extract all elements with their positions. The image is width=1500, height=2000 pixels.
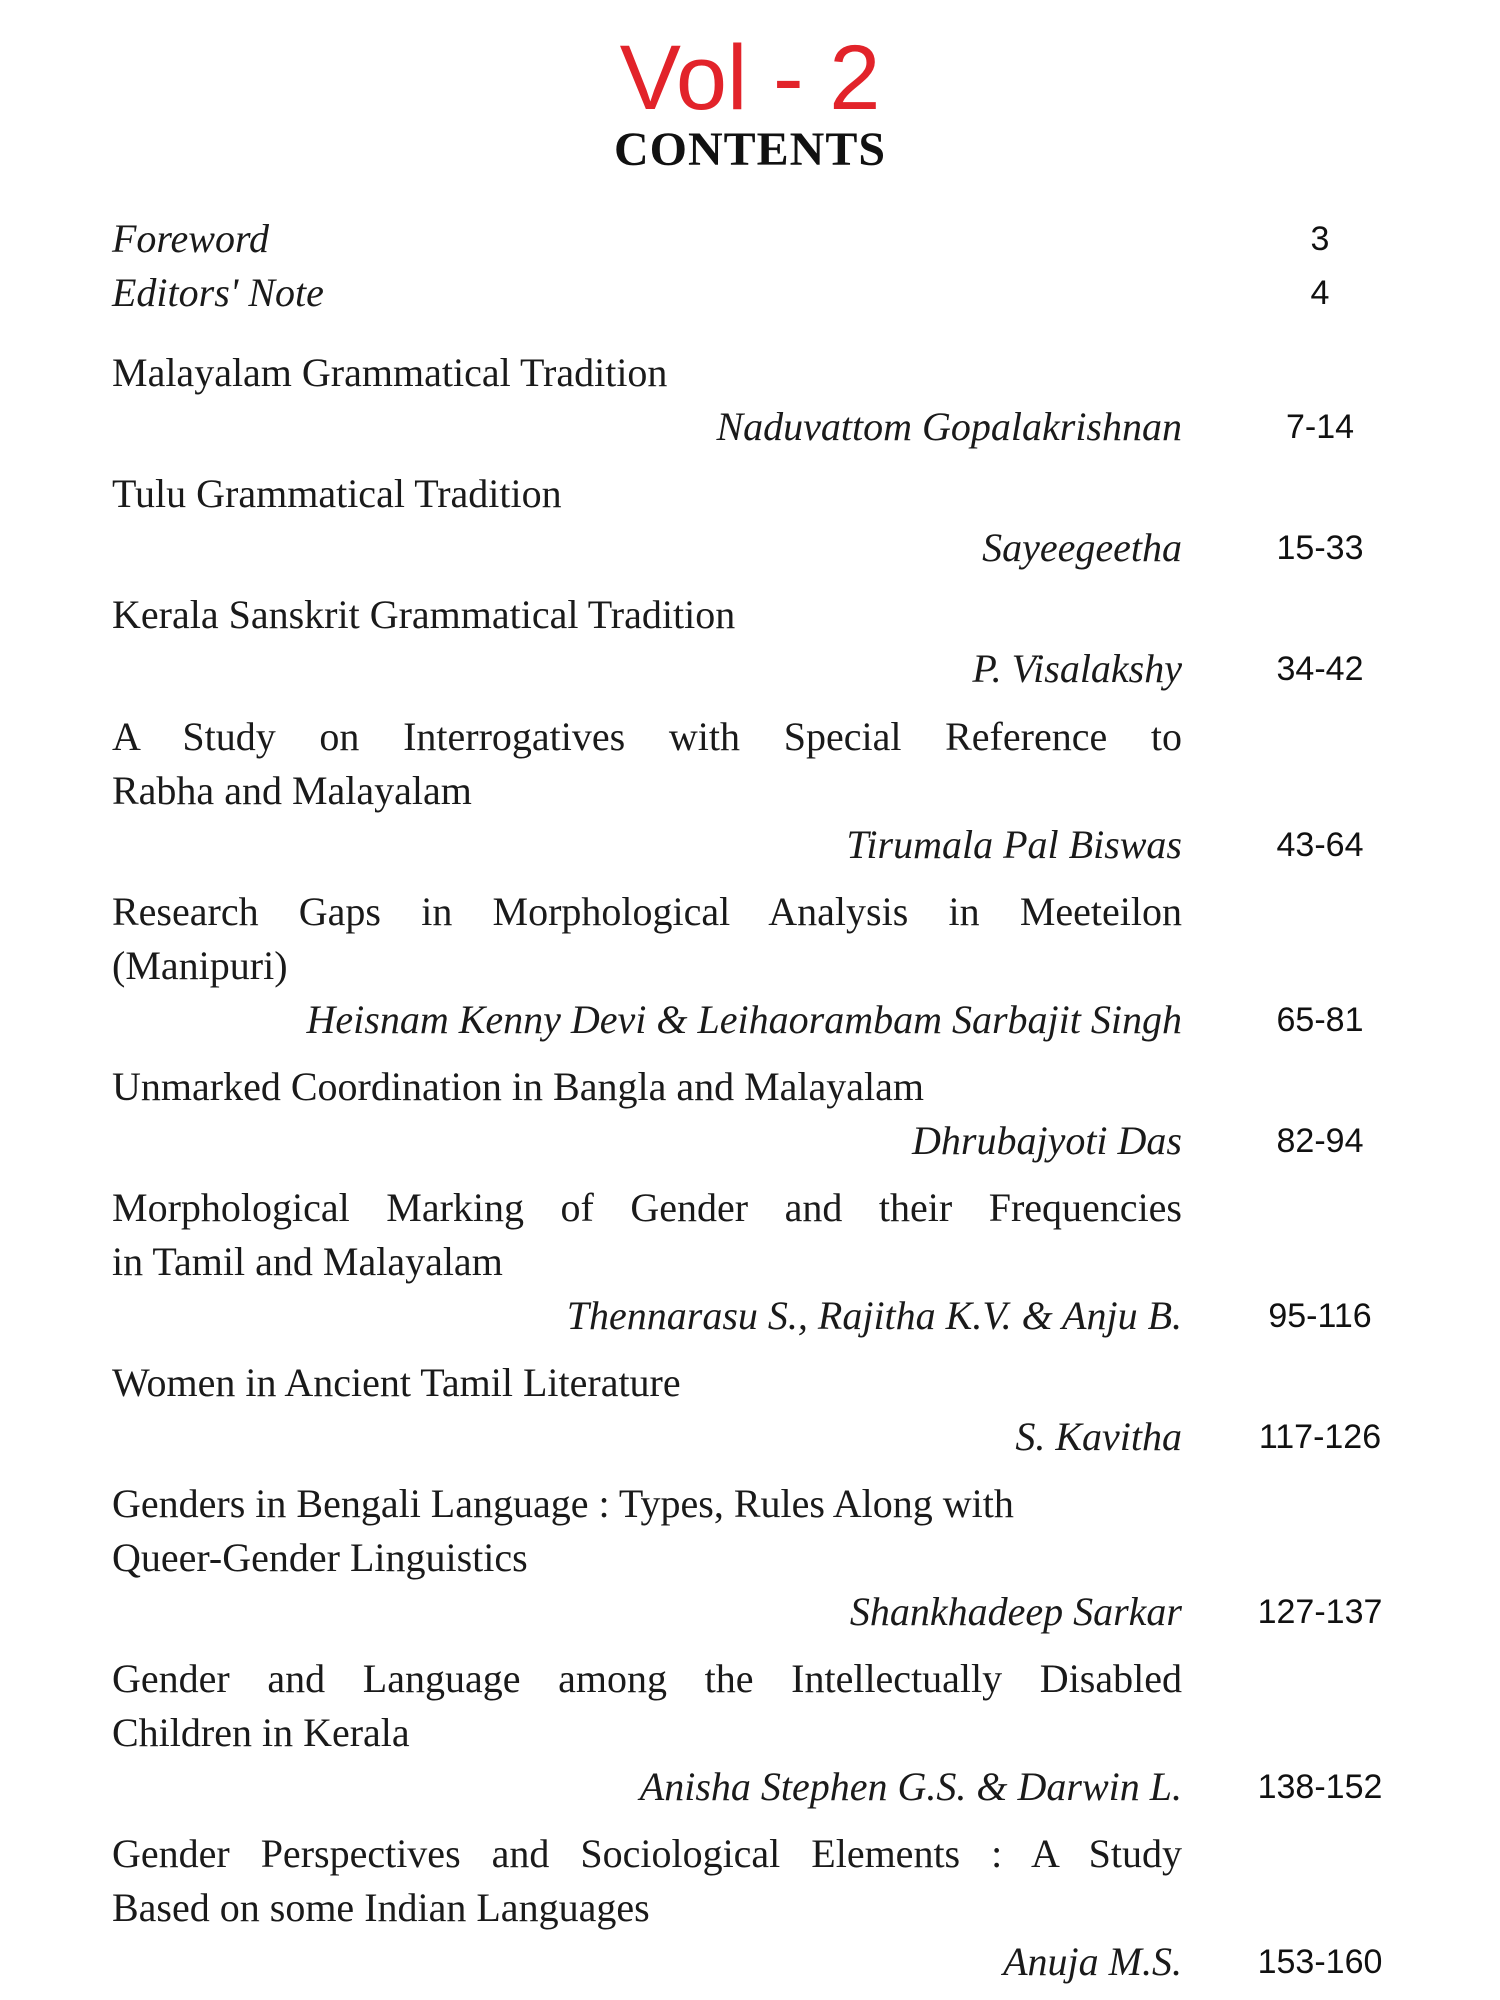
- page-title: CONTENTS: [613, 123, 887, 176]
- entry-pages: 65-81: [1276, 1001, 1364, 1039]
- entry-title: Malayalam Grammatical Tradition: [112, 350, 668, 395]
- entry-author: Thennarasu S., Rajitha K.V. & Anju B.: [566, 1293, 1182, 1338]
- entry-title: Unmarked Coordination in Bangla and Malayalam: [112, 1064, 925, 1109]
- entry-pages: 153-160: [1257, 1943, 1383, 1981]
- entry-title: Morphological Marking of Gender and their Frequencies: [112, 1185, 1182, 1230]
- entry-author: Dhrubajyoti Das: [912, 1118, 1182, 1163]
- entry-title-continued: Rabha and Malayalam: [112, 768, 472, 813]
- entry-title: Gender and Language among the Intellectually Disabled: [112, 1656, 1182, 1701]
- entry-title: Research Gaps in Morphological Analysis in Meeteilon: [112, 889, 1182, 934]
- volume-label: Vol - 2: [619, 27, 881, 129]
- entry-author: Naduvattom Gopalakrishnan: [716, 404, 1182, 449]
- front-matter-editors-note: Editors' Note: [112, 270, 324, 315]
- entry-title: Gender Perspectives and Sociological Elements : A Study: [112, 1831, 1182, 1876]
- entry-title: Women in Ancient Tamil Literature: [112, 1360, 681, 1405]
- front-matter-foreword-page: 3: [1310, 220, 1330, 258]
- entry-pages: 7-14: [1285, 408, 1355, 446]
- entry-pages: 43-64: [1276, 826, 1364, 864]
- entry-title-continued: Based on some Indian Languages: [112, 1885, 650, 1930]
- entry-author: Tirumala Pal Biswas: [846, 822, 1182, 867]
- entry-title: A Study on Interrogatives with Special Reference to: [112, 714, 1182, 759]
- entry-title-continued: in Tamil and Malayalam: [112, 1239, 503, 1284]
- front-matter-editors-note-page: 4: [1310, 274, 1330, 312]
- entry-title-continued: Queer-Gender Linguistics: [112, 1535, 528, 1580]
- entry-pages: 138-152: [1257, 1768, 1383, 1806]
- entry-pages: 15-33: [1276, 529, 1364, 567]
- entry-title: Tulu Grammatical Tradition: [112, 471, 562, 516]
- entry-author: P. Visalakshy: [972, 646, 1182, 691]
- entry-title: Genders in Bengali Language : Types, Rules Along with: [112, 1481, 1014, 1526]
- entry-pages: 127-137: [1257, 1593, 1383, 1631]
- entry-author: Heisnam Kenny Devi & Leihaorambam Sarbajit Singh: [306, 997, 1182, 1042]
- entry-title-continued: Children in Kerala: [112, 1710, 410, 1755]
- entry-author: Shankhadeep Sarkar: [849, 1589, 1182, 1634]
- entry-pages: 82-94: [1276, 1122, 1364, 1160]
- entry-author: S. Kavitha: [1015, 1414, 1182, 1459]
- entry-pages: 117-126: [1258, 1418, 1382, 1456]
- entry-author: Anisha Stephen G.S. & Darwin L.: [639, 1764, 1182, 1809]
- entry-title-continued: (Manipuri): [112, 943, 288, 988]
- entry-title: Kerala Sanskrit Grammatical Tradition: [112, 592, 736, 637]
- entry-pages: 34-42: [1276, 650, 1364, 688]
- front-matter-foreword: Foreword: [112, 216, 270, 261]
- entry-pages: 95-116: [1268, 1297, 1372, 1335]
- entry-author: Sayeegeetha: [982, 525, 1182, 570]
- entry-author: Anuja M.S.: [1003, 1939, 1182, 1984]
